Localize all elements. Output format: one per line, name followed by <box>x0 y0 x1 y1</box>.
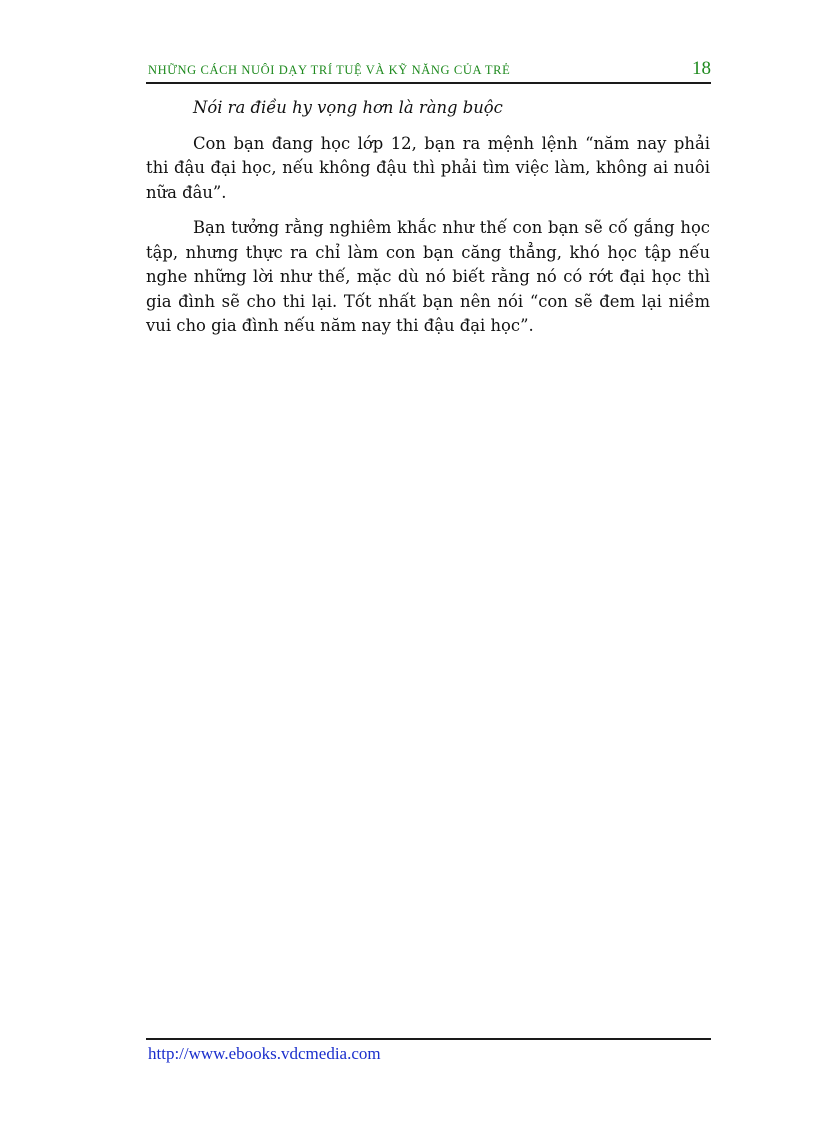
paragraph-1: Con bạn đang học lớp 12, bạn ra mệnh lệnh “năm nay phải thi đậu đại học, nếu không đậu thì phải tìm việc làm, không ai nuôi nữa đâu”. <box>146 133 710 202</box>
page-number: 18 <box>692 58 711 79</box>
footer-url-link[interactable]: http://www.ebooks.vdcmedia.com <box>148 1044 381 1063</box>
page-content <box>146 96 710 350</box>
section-subheading: Nói ra điều hy vọng hơn là ràng buộc <box>193 98 503 117</box>
page-header <box>146 58 711 84</box>
book-title: NHỮNG CÁCH NUÔI DẠY TRÍ TUỆ VÀ KỸ NĂNG CỦA TRẺ <box>148 63 511 77</box>
paragraph-2: Bạn tưởng rằng nghiêm khắc như thế con bạn sẽ cố gắng học tập, nhưng thực ra chỉ làm con bạn căng thẳng, khó học tập nếu nghe những lời như thế, mặc dù nó biết rằng nó có rớt đại học thì gia đình sẽ cho thi lại. Tốt nhất bạn nên nói “con sẽ đem lại niềm vui cho gia đình nếu năm nay thi đậu đại học”. <box>146 218 710 335</box>
footer-divider <box>146 1038 711 1040</box>
